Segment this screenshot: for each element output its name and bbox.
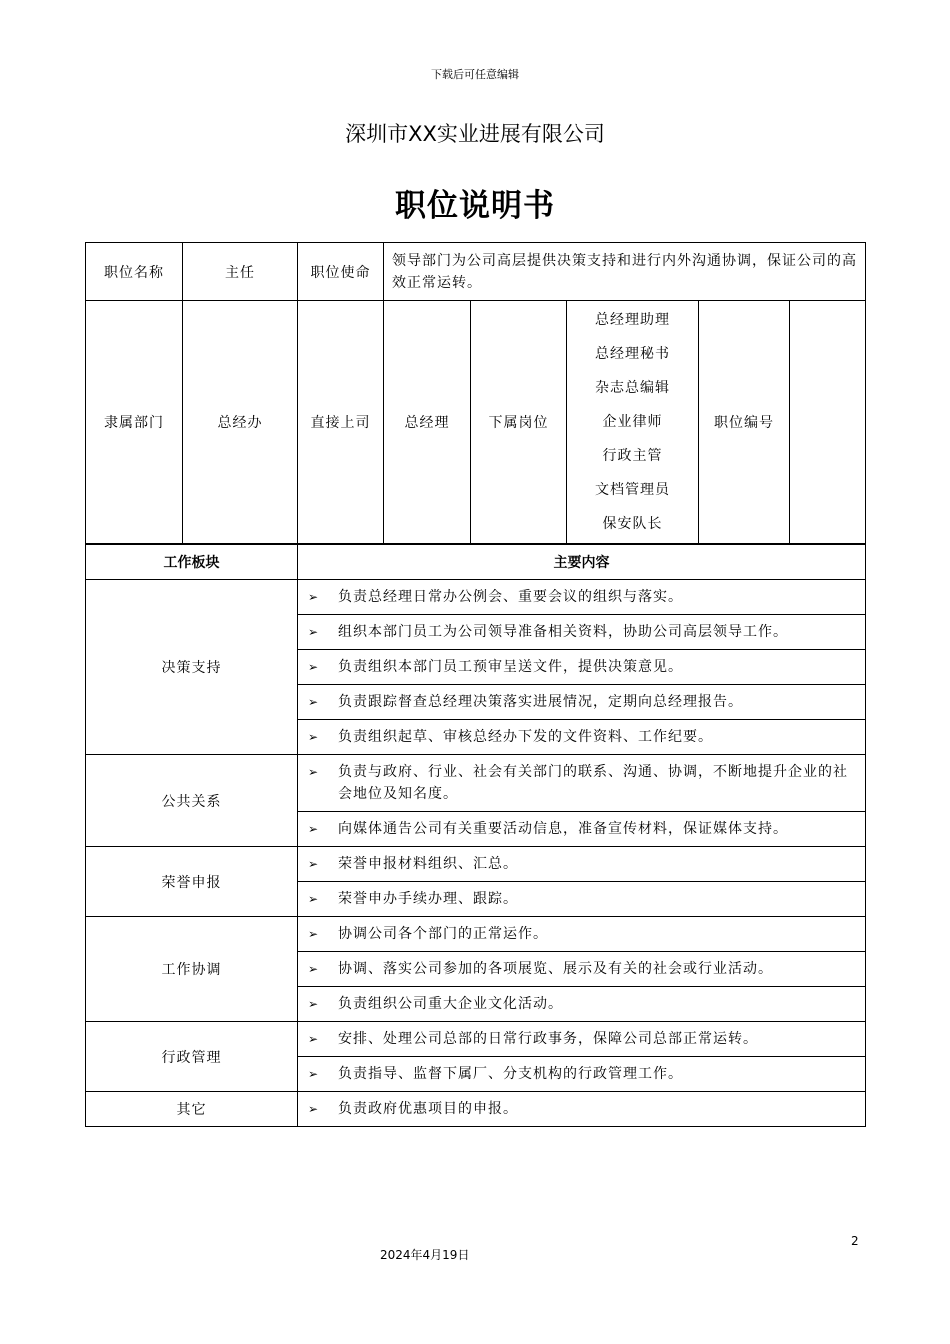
subordinate-list (567, 301, 699, 544)
arrow-bullet-icon: ➢ (308, 1032, 320, 1046)
page-number: 2 (851, 1234, 859, 1248)
position-code-value (790, 301, 866, 544)
document-title: 职位说明书 (395, 188, 555, 224)
department-label: 隶属部门 (86, 301, 183, 544)
arrow-bullet-icon: ➢ (308, 730, 320, 744)
duty-item-text: 负责组织起草、审核总经办下发的文件资料、工作纪要。 (338, 729, 713, 745)
duty-item-text: 负责政府优惠项目的申报。 (338, 1101, 518, 1117)
duty-item-text: 向媒体通告公司有关重要活动信息，准备宣传材料，保证媒体支持。 (338, 821, 788, 837)
duty-item-text: 负责与政府、行业、社会有关部门的联系、沟通、协调，不断地提升企业的社会地位及知名度。 (338, 764, 848, 802)
duty-item-text: 安排、处理公司总部的日常行政事务，保障公司总部正常运转。 (338, 1031, 758, 1047)
duty-item (298, 755, 866, 812)
duty-item-text: 负责组织公司重大企业文化活动。 (338, 996, 563, 1012)
duty-item-text: 协调、落实公司参加的各项展览、展示及有关的社会或行业活动。 (338, 961, 773, 977)
arrow-bullet-icon: ➢ (308, 857, 320, 871)
arrow-bullet-icon: ➢ (308, 695, 320, 709)
arrow-bullet-icon: ➢ (308, 962, 320, 976)
duty-item-text: 荣誉申报材料组织、汇总。 (338, 856, 518, 872)
mission-text: 领导部门为公司高层提供决策支持和进行内外沟通协调，保证公司的高效正常运转。 (384, 243, 866, 301)
content-header: 主要内容 (298, 544, 866, 580)
header-note: 下载后可任意编辑 (431, 68, 519, 81)
arrow-bullet-icon: ➢ (308, 625, 320, 639)
arrow-bullet-icon: ➢ (308, 1102, 320, 1116)
duty-item (298, 720, 866, 755)
position-info-table (85, 242, 866, 544)
arrow-bullet-icon: ➢ (308, 927, 320, 941)
duty-item (298, 847, 866, 882)
duty-item (298, 580, 866, 615)
arrow-bullet-icon: ➢ (308, 1067, 320, 1081)
duty-item (298, 882, 866, 917)
subordinate-item: 保安队长 (602, 516, 663, 532)
duty-module: 决策支持 (86, 580, 298, 755)
position-name-label: 职位名称 (86, 243, 183, 301)
arrow-bullet-icon: ➢ (308, 765, 320, 779)
arrow-bullet-icon: ➢ (308, 997, 320, 1011)
duty-item (298, 1092, 866, 1127)
footer-date: 2024年4月19日 (380, 1248, 470, 1262)
duty-item (298, 685, 866, 720)
subordinate-item: 总经理秘书 (595, 346, 670, 362)
superior-label: 直接上司 (298, 301, 384, 544)
duty-item (298, 1057, 866, 1092)
subordinate-item: 行政主管 (602, 448, 663, 464)
duty-item (298, 812, 866, 847)
duty-item-text: 负责指导、监督下属厂、分支机构的行政管理工作。 (338, 1066, 683, 1082)
arrow-bullet-icon: ➢ (308, 892, 320, 906)
arrow-bullet-icon: ➢ (308, 590, 320, 604)
duty-item (298, 650, 866, 685)
duty-item (298, 917, 866, 952)
department-value: 总经办 (183, 301, 298, 544)
company-name: 深圳市XX实业进展有限公司 (345, 122, 605, 146)
superior-value: 总经理 (384, 301, 471, 544)
duty-item (298, 987, 866, 1022)
position-code-label: 职位编号 (699, 301, 790, 544)
duty-item (298, 615, 866, 650)
position-name-value: 主任 (183, 243, 298, 301)
duty-item-text: 组织本部门员工为公司领导准备相关资料，协助公司高层领导工作。 (338, 624, 788, 640)
subordinate-item: 总经理助理 (595, 312, 670, 328)
duty-module: 工作协调 (86, 917, 298, 1022)
arrow-bullet-icon: ➢ (308, 660, 320, 674)
duty-item-text: 负责组织本部门员工预审呈送文件，提供决策意见。 (338, 659, 683, 675)
arrow-bullet-icon: ➢ (308, 822, 320, 836)
subordinate-item: 文档管理员 (595, 482, 670, 498)
duties-table (85, 543, 866, 1127)
duty-item-text: 荣誉申办手续办理、跟踪。 (338, 891, 518, 907)
duty-item-text: 负责跟踪督查总经理决策落实进展情况，定期向总经理报告。 (338, 694, 743, 710)
subordinate-item: 杂志总编辑 (595, 380, 670, 396)
duty-module: 公共关系 (86, 755, 298, 847)
duty-module: 其它 (86, 1092, 298, 1127)
subordinate-label: 下属岗位 (471, 301, 567, 544)
duty-item-text: 负责总经理日常办公例会、重要会议的组织与落实。 (338, 589, 683, 605)
subordinate-item: 企业律师 (602, 414, 663, 430)
duty-item (298, 1022, 866, 1057)
duty-item (298, 952, 866, 987)
duty-module: 荣誉申报 (86, 847, 298, 917)
duty-module: 行政管理 (86, 1022, 298, 1092)
mission-label: 职位使命 (298, 243, 384, 301)
duty-item-text: 协调公司各个部门的正常运作。 (338, 926, 548, 942)
module-header: 工作板块 (86, 544, 298, 580)
